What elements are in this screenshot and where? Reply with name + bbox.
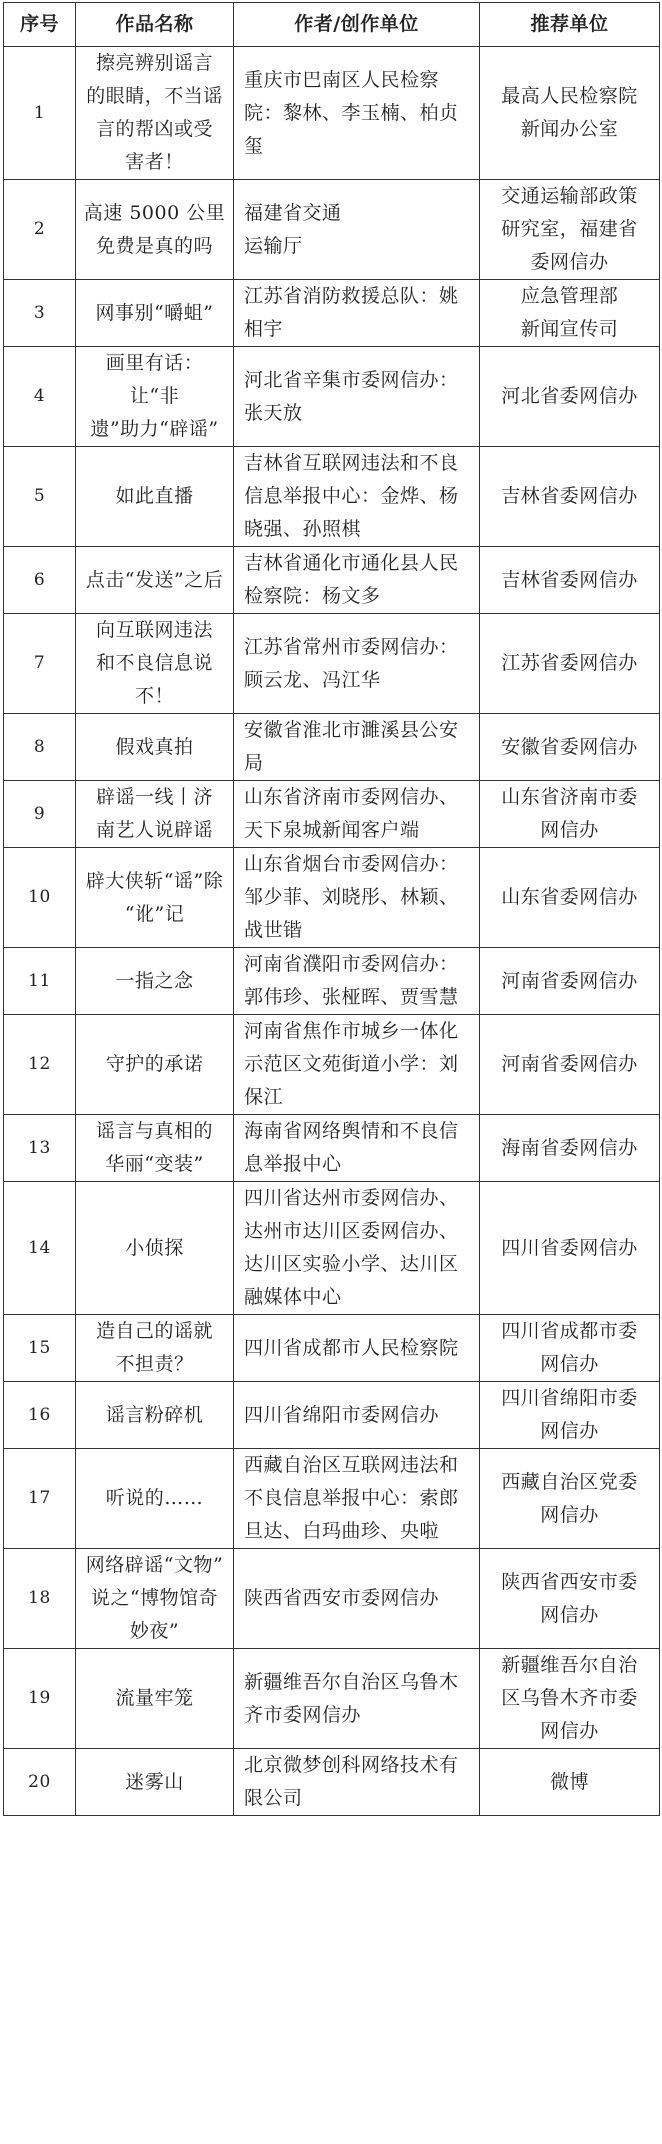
- work-title-line: 妙夜”: [129, 1620, 180, 1642]
- author-unit-line: 郭伟珍、张桠晖、贾雪慧: [244, 986, 459, 1008]
- author-unit-line: 重庆市巴南区人民检察: [244, 68, 440, 91]
- author-unit-line: 天下泉城新闻客户端: [244, 819, 420, 841]
- work-title-line: 和不良信息说: [95, 652, 213, 674]
- recommending-unit-cell: [480, 280, 660, 347]
- author-unit-line: 玺: [244, 134, 264, 157]
- author-unit-cell: [234, 180, 480, 280]
- author-unit-cell: [234, 1449, 480, 1549]
- row-number: 11: [4, 948, 76, 1015]
- work-title-line: 如此直播: [115, 485, 194, 507]
- work-title-cell: [76, 1015, 234, 1115]
- table-row: [4, 547, 660, 614]
- recommending-unit-line: 四川省绵阳市委: [501, 1387, 638, 1409]
- work-title-line: 点击“发送”之后: [85, 568, 224, 591]
- table-body: [4, 47, 660, 1816]
- work-title-line: 流量牢笼: [115, 1687, 194, 1709]
- work-title-line: 辟大侠斩“谣”除: [85, 869, 224, 892]
- recommending-unit-cell: [480, 180, 660, 280]
- author-unit-line: 息举报中心: [244, 1153, 342, 1175]
- author-unit-line: 陕西省西安市委网信办: [244, 1587, 440, 1609]
- recommending-unit-cell: [480, 1015, 660, 1115]
- work-title-cell: [76, 47, 234, 180]
- recommending-unit-line: 安徽省委网信办: [501, 735, 638, 758]
- table-row: [4, 1449, 660, 1549]
- work-title-line: 害者！: [125, 151, 184, 173]
- author-unit-line: 顾云龙、冯江华: [244, 668, 381, 691]
- table-row: [4, 1649, 660, 1749]
- recommending-unit-line: 最高人民检察院: [501, 85, 638, 107]
- row-number: 17: [4, 1449, 76, 1549]
- row-number: 19: [4, 1649, 76, 1749]
- recommending-unit-cell: [480, 1382, 660, 1449]
- author-unit-line: 江苏省消防救援总队：姚: [244, 285, 459, 307]
- recommending-unit-line: 交通运输部政策: [501, 185, 638, 207]
- work-title-line: 谣言粉碎机: [105, 1403, 204, 1426]
- work-title-line: 画里有话：让“非: [105, 352, 204, 407]
- work-title-line: 迷雾山: [125, 1770, 184, 1793]
- work-title-cell: [76, 1749, 234, 1816]
- table-row: [4, 614, 660, 714]
- author-unit-line: 江苏省常州市委网信办：: [244, 635, 459, 658]
- recommending-unit-line: 山东省济南市委: [501, 786, 638, 808]
- table-row: [4, 1382, 660, 1449]
- work-title-cell: [76, 1182, 234, 1315]
- row-number: 8: [4, 714, 76, 781]
- author-unit-line: 邹少菲、刘晓彤、林颖、: [244, 886, 459, 908]
- header-title: 作品名称: [76, 3, 234, 47]
- recommending-unit-line: 网信办: [540, 1353, 599, 1375]
- author-unit-line: 融媒体中心: [244, 1286, 342, 1308]
- recommending-unit-line: 山东省委网信办: [501, 886, 638, 908]
- recommending-unit-line: 网信办: [540, 1603, 599, 1626]
- recommending-unit-line: 网信办: [540, 1503, 599, 1526]
- author-unit-line: 山东省烟台市委网信办：: [244, 853, 459, 875]
- recommending-unit-line: 委网信办: [530, 251, 609, 273]
- recommending-unit-line: 微博: [549, 1770, 589, 1793]
- row-number: 2: [4, 180, 76, 280]
- work-title-cell: [76, 547, 234, 614]
- recommending-unit-cell: [480, 47, 660, 180]
- table-row: [4, 1015, 660, 1115]
- row-number: 9: [4, 781, 76, 848]
- author-unit-cell: [234, 1182, 480, 1315]
- work-title-line: 不担责？: [115, 1353, 194, 1375]
- table-row: [4, 1115, 660, 1182]
- author-unit-cell: [234, 1549, 480, 1649]
- work-title-line: 网络辟谣“文物”: [85, 1554, 224, 1576]
- row-number: 3: [4, 280, 76, 347]
- author-unit-cell: [234, 1115, 480, 1182]
- recommending-unit-cell: [480, 1182, 660, 1315]
- work-title-cell: [76, 1315, 234, 1382]
- work-title-line: 守护的承诺: [105, 1053, 204, 1075]
- row-number: 20: [4, 1749, 76, 1816]
- work-title-cell: [76, 1649, 234, 1749]
- row-number: 16: [4, 1382, 76, 1449]
- work-title-cell: [76, 1115, 234, 1182]
- header-author: 作者/创作单位: [234, 3, 480, 47]
- work-title-cell: [76, 280, 234, 347]
- author-unit-line: 河南省焦作市城乡一体化: [244, 1020, 459, 1042]
- work-title-line: 遗”助力“辟谣”: [90, 418, 219, 440]
- author-unit-line: 吉林省互联网违法和不良: [244, 452, 459, 474]
- recommending-unit-line: 网信办: [540, 819, 599, 841]
- table-row: [4, 47, 660, 180]
- author-unit-cell: [234, 547, 480, 614]
- recommending-unit-line: 新疆维吾尔自治: [501, 1654, 638, 1676]
- row-number: 13: [4, 1115, 76, 1182]
- author-unit-line: 北京微梦创科网络技术有: [244, 1754, 459, 1776]
- recommending-unit-line: 区乌鲁木齐市委: [501, 1687, 638, 1709]
- author-unit-cell: [234, 1749, 480, 1816]
- recommending-unit-cell: [480, 614, 660, 714]
- author-unit-line: 达州市达川区委网信办、: [244, 1220, 459, 1242]
- recommending-unit-cell: [480, 948, 660, 1015]
- work-title-cell: [76, 347, 234, 447]
- author-unit-line: 战世锴: [244, 919, 303, 941]
- recommending-unit-line: 研究室，福建省: [501, 218, 638, 240]
- table-row: [4, 347, 660, 447]
- work-title-cell: [76, 1449, 234, 1549]
- recommending-unit-line: 河北省委网信办: [501, 385, 638, 407]
- work-title-line: 的眼睛，不当谣: [86, 85, 223, 107]
- author-unit-line: 山东省济南市委网信办、: [244, 786, 459, 808]
- recommending-unit-cell: [480, 1315, 660, 1382]
- work-title-line: 免费是真的吗: [95, 234, 213, 257]
- author-unit-line: 旦达、白玛曲珍、央啦: [244, 1520, 440, 1542]
- work-title-line: “讹”记: [124, 902, 185, 925]
- author-unit-line: 新疆维吾尔自治区乌鲁木: [244, 1670, 459, 1693]
- author-unit-line: 运输厅: [244, 234, 303, 257]
- recommending-unit-line: 江苏省委网信办: [501, 652, 638, 674]
- work-title-line: 听说的……: [105, 1487, 204, 1509]
- work-title-line: 说之“博物馆奇: [90, 1587, 219, 1609]
- author-unit-line: 不良信息举报中心：索郎: [244, 1487, 459, 1509]
- author-unit-line: 局: [244, 752, 264, 774]
- author-unit-line: 晓强、孙照棋: [244, 518, 362, 540]
- author-unit-line: 西藏自治区互联网违法和: [244, 1454, 459, 1476]
- work-title-line: 假戏真拍: [115, 735, 194, 758]
- recommending-unit-cell: [480, 1549, 660, 1649]
- recommending-unit-cell: [480, 447, 660, 547]
- recommending-unit-line: 海南省委网信办: [501, 1136, 638, 1159]
- author-unit-line: 四川省达州市委网信办、: [244, 1187, 459, 1209]
- author-unit-line: 院：黎林、李玉楠、柏贞: [244, 101, 459, 124]
- table-row: [4, 781, 660, 848]
- recommending-unit-cell: [480, 714, 660, 781]
- row-number: 12: [4, 1015, 76, 1115]
- author-unit-cell: [234, 1382, 480, 1449]
- work-title-line: 谣言与真相的: [95, 1120, 213, 1142]
- author-unit-cell: [234, 347, 480, 447]
- row-number: 6: [4, 547, 76, 614]
- author-unit-line: 福建省交通: [244, 201, 342, 224]
- row-number: 7: [4, 614, 76, 714]
- author-unit-line: 信息举报中心：金烨、杨: [244, 485, 459, 507]
- author-unit-cell: [234, 614, 480, 714]
- author-unit-cell: [234, 447, 480, 547]
- author-unit-cell: [234, 47, 480, 180]
- work-title-cell: [76, 1382, 234, 1449]
- work-title-cell: [76, 614, 234, 714]
- work-title-line: 南艺人说辟谣: [95, 819, 213, 841]
- author-unit-line: 相宇: [244, 318, 284, 340]
- work-title-line: 高速 5000 公里: [83, 201, 226, 224]
- recommending-unit-line: 陕西省西安市委: [501, 1570, 638, 1593]
- author-unit-line: 河南省濮阳市委网信办：: [244, 953, 459, 975]
- work-title-cell: [76, 848, 234, 948]
- work-title-line: 辟谣一线丨济: [95, 786, 213, 808]
- work-title-line: 向互联网违法: [95, 619, 213, 641]
- recommending-unit-line: 应急管理部: [520, 285, 619, 307]
- author-unit-cell: [234, 714, 480, 781]
- recommending-unit-line: 吉林省委网信办: [501, 485, 638, 507]
- author-unit-line: 海南省网络舆情和不良信: [244, 1120, 459, 1142]
- recommending-unit-cell: [480, 781, 660, 848]
- table-row: [4, 280, 660, 347]
- author-unit-line: 示范区文苑街道小学：刘: [244, 1053, 459, 1075]
- recommending-unit-cell: [480, 1649, 660, 1749]
- author-unit-line: 检察院：杨文多: [244, 585, 381, 607]
- row-number: 14: [4, 1182, 76, 1315]
- work-title-cell: [76, 180, 234, 280]
- recommending-unit-cell: [480, 1449, 660, 1549]
- recommending-unit-line: 西藏自治区党委: [501, 1470, 638, 1493]
- table-row: [4, 1182, 660, 1315]
- recommending-unit-line: 新闻办公室: [520, 118, 619, 140]
- author-unit-cell: [234, 1315, 480, 1382]
- row-number: 18: [4, 1549, 76, 1649]
- author-unit-line: 齐市委网信办: [244, 1703, 362, 1726]
- author-unit-line: 吉林省通化市通化县人民: [244, 552, 459, 574]
- author-unit-line: 安徽省淮北市濉溪县公安: [244, 719, 459, 741]
- author-unit-cell: [234, 848, 480, 948]
- author-unit-cell: [234, 280, 480, 347]
- work-title-line: 华丽“变装”: [105, 1153, 204, 1175]
- author-unit-cell: [234, 781, 480, 848]
- table-row: [4, 948, 660, 1015]
- recommending-unit-cell: [480, 347, 660, 447]
- work-title-line: 小侦探: [125, 1236, 184, 1259]
- table-row: [4, 1549, 660, 1649]
- recommending-unit-cell: [480, 1749, 660, 1816]
- row-number: 1: [4, 47, 76, 180]
- row-number: 15: [4, 1315, 76, 1382]
- table-row: [4, 180, 660, 280]
- header-number: 序号: [4, 3, 76, 47]
- row-number: 4: [4, 347, 76, 447]
- work-title-line: 擦亮辨别谣言: [95, 52, 213, 74]
- work-title-cell: [76, 1549, 234, 1649]
- author-unit-line: 张天放: [244, 401, 303, 424]
- header-recommender: 推荐单位: [480, 3, 660, 47]
- row-number: 5: [4, 447, 76, 547]
- work-title-line: 网事别“嚼蛆”: [95, 301, 214, 324]
- work-title-cell: [76, 714, 234, 781]
- work-title-line: 不！: [134, 685, 174, 707]
- work-title-cell: [76, 948, 234, 1015]
- work-title-line: 言的帮凶或受: [95, 118, 213, 140]
- author-unit-line: 四川省成都市人民检察院: [244, 1336, 459, 1359]
- table-row: [4, 848, 660, 948]
- author-unit-line: 达川区实验小学、达川区: [244, 1253, 459, 1275]
- recommending-unit-line: 吉林省委网信办: [501, 568, 638, 591]
- award-table: [3, 2, 660, 1816]
- author-unit-line: 保江: [244, 1086, 284, 1108]
- recommending-unit-cell: [480, 547, 660, 614]
- recommending-unit-line: 四川省委网信办: [501, 1236, 638, 1259]
- recommending-unit-line: 网信办: [540, 1720, 599, 1742]
- table-row: [4, 1749, 660, 1816]
- author-unit-line: 河北省辛集市委网信办：: [244, 368, 459, 391]
- recommending-unit-cell: [480, 848, 660, 948]
- author-unit-cell: [234, 1015, 480, 1115]
- work-title-cell: [76, 781, 234, 848]
- author-unit-cell: [234, 948, 480, 1015]
- recommending-unit-line: 河南省委网信办: [501, 969, 638, 992]
- author-unit-cell: [234, 1649, 480, 1749]
- work-title-cell: [76, 447, 234, 547]
- recommending-unit-line: 四川省成都市委: [501, 1320, 638, 1342]
- table-header-row: [4, 3, 660, 47]
- recommending-unit-line: 网信办: [540, 1420, 599, 1442]
- author-unit-line: 四川省绵阳市委网信办: [244, 1403, 440, 1426]
- recommending-unit-line: 河南省委网信办: [501, 1053, 638, 1075]
- recommending-unit-cell: [480, 1115, 660, 1182]
- work-title-line: 造自己的谣就: [95, 1320, 213, 1342]
- row-number: 10: [4, 848, 76, 948]
- author-unit-line: 限公司: [244, 1787, 303, 1809]
- table-row: [4, 1315, 660, 1382]
- table-row: [4, 714, 660, 781]
- work-title-line: 一指之念: [115, 969, 194, 992]
- recommending-unit-line: 新闻宣传司: [520, 318, 619, 340]
- table-row: [4, 447, 660, 547]
